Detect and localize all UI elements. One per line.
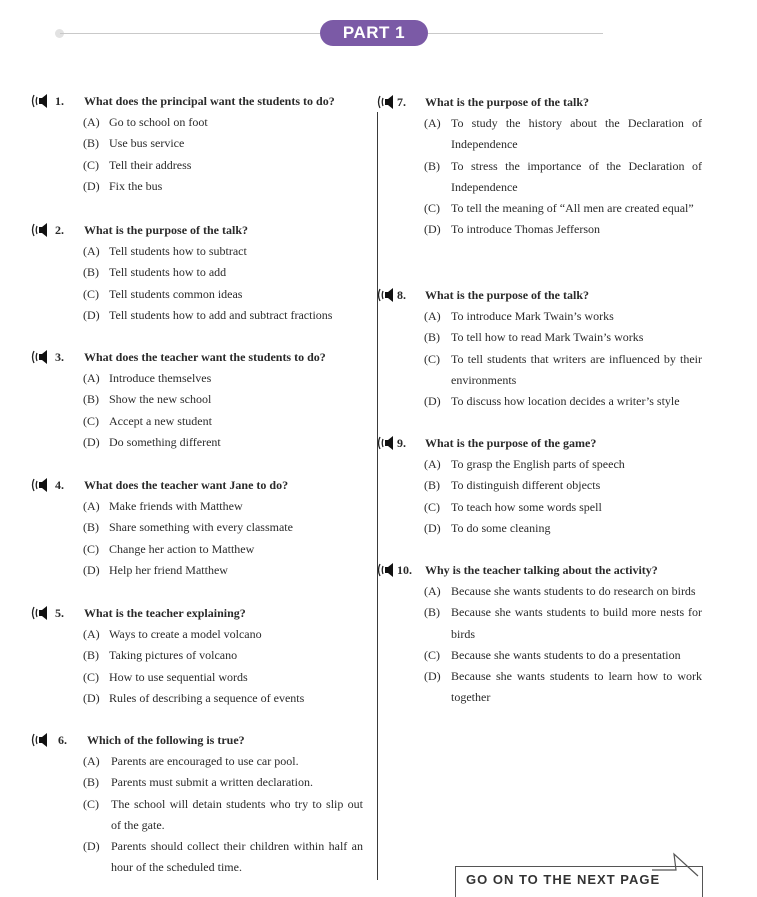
- question-stem: Why is the teacher talking about the activity?: [425, 563, 658, 577]
- question-7: [376, 92, 702, 241]
- answer-option[interactable]: [424, 518, 702, 539]
- answer-option[interactable]: [424, 156, 702, 199]
- speaker-audio-icon[interactable]: [30, 93, 48, 109]
- question-header: [376, 560, 702, 581]
- answer-options: [83, 368, 373, 453]
- option-text: To distinguish different objects: [451, 478, 601, 493]
- question-number: 9.: [397, 436, 406, 450]
- option-text: Use bus service: [109, 136, 185, 151]
- option-letter: (A): [83, 115, 100, 129]
- answer-options: [83, 751, 363, 879]
- option-letter: (C): [83, 669, 99, 684]
- option-text: To do some cleaning: [451, 520, 551, 535]
- question-stem: What does the principal want the students to do?: [84, 94, 335, 108]
- option-text: Share something with every classmate: [109, 520, 293, 535]
- option-letter: (C): [424, 351, 440, 366]
- question-header: [30, 603, 373, 624]
- speaker-audio-icon[interactable]: [376, 435, 394, 451]
- question-9: [376, 433, 702, 539]
- option-letter: (C): [424, 647, 440, 662]
- option-letter: (C): [83, 541, 99, 556]
- option-text: Introduce themselves: [109, 371, 212, 385]
- question-number: 7.: [397, 95, 406, 109]
- answer-option[interactable]: [83, 176, 373, 197]
- answer-option[interactable]: [424, 602, 702, 645]
- option-text: To tell students that writers are influenced by their environments: [451, 351, 702, 387]
- answer-option[interactable]: [424, 198, 702, 219]
- option-text: To tell the meaning of “All men are created equal”: [451, 201, 694, 216]
- question-header: [30, 91, 373, 112]
- answer-options: [424, 306, 702, 412]
- option-text: Show the new school: [109, 392, 212, 407]
- option-letter: (B): [424, 478, 440, 493]
- option-letter: (A): [424, 457, 441, 471]
- answer-options: [83, 624, 373, 709]
- speaker-audio-icon[interactable]: [30, 605, 48, 621]
- answer-option[interactable]: [83, 517, 373, 538]
- option-text: Because she wants students to do a presentation: [451, 647, 681, 662]
- option-text: To tell how to read Mark Twain’s works: [451, 330, 644, 345]
- speaker-audio-icon[interactable]: [376, 287, 394, 303]
- answer-option[interactable]: [83, 794, 363, 837]
- option-text: To grasp the English parts of speech: [451, 457, 625, 471]
- option-text: Tell their address: [109, 157, 192, 172]
- question-stem: What is the purpose of the talk?: [425, 95, 590, 109]
- speaker-audio-icon[interactable]: [30, 349, 48, 365]
- answer-option[interactable]: [83, 241, 373, 262]
- option-letter: (A): [83, 244, 100, 258]
- question-number: 2.: [55, 223, 64, 237]
- answer-option[interactable]: [424, 475, 702, 496]
- option-letter: (B): [424, 605, 440, 620]
- option-letter: (A): [83, 627, 100, 641]
- option-letter: (D): [424, 394, 441, 409]
- option-letter: (A): [424, 584, 441, 598]
- question-stem: What is the purpose of the talk?: [84, 223, 249, 237]
- answer-option[interactable]: [424, 327, 702, 348]
- speaker-audio-icon[interactable]: [30, 477, 48, 493]
- option-letter: (D): [424, 669, 441, 684]
- answer-options: [424, 581, 702, 709]
- option-letter: (C): [83, 413, 99, 428]
- answer-options: [83, 241, 373, 326]
- option-letter: (C): [83, 157, 99, 172]
- option-text: Ways to create a model volcano: [109, 627, 262, 641]
- question-number: 3.: [55, 350, 64, 364]
- option-text: Make friends with Matthew: [109, 499, 243, 513]
- option-letter: (D): [424, 222, 441, 237]
- option-text: Because she wants students to do research on birds: [451, 584, 696, 598]
- option-letter: (B): [83, 775, 99, 790]
- option-text: To discuss how location decides a writer’s style: [451, 394, 680, 409]
- question-header: [376, 285, 702, 306]
- option-text: The school will detain students who try to slip out of the gate.: [111, 796, 363, 832]
- speaker-audio-icon[interactable]: [376, 94, 394, 110]
- option-text: Change her action to Matthew: [109, 541, 255, 556]
- speaker-audio-icon[interactable]: [30, 732, 48, 748]
- answer-option[interactable]: [424, 349, 702, 392]
- answer-option[interactable]: [83, 624, 373, 645]
- option-letter: (D): [83, 562, 100, 577]
- answer-option[interactable]: [83, 496, 373, 517]
- question-header: [376, 433, 702, 454]
- option-text: Do something different: [109, 434, 221, 449]
- answer-option[interactable]: [83, 411, 373, 432]
- question-number: 1.: [55, 94, 64, 108]
- question-stem: What does the teacher want Jane to do?: [84, 478, 289, 492]
- question-header: [30, 730, 363, 751]
- answer-option[interactable]: [83, 389, 373, 410]
- question-header: [30, 347, 373, 368]
- question-number: 4.: [55, 478, 64, 492]
- question-stem: What does the teacher want the students to do?: [84, 350, 326, 364]
- question-header: [30, 475, 373, 496]
- next-page-arrow-icon: [650, 848, 700, 888]
- answer-option[interactable]: [424, 454, 702, 475]
- answer-option[interactable]: [424, 113, 702, 156]
- option-letter: (B): [83, 136, 99, 151]
- option-text: Parents must submit a written declaration.: [111, 775, 313, 790]
- answer-option[interactable]: [83, 751, 363, 772]
- option-letter: (B): [83, 520, 99, 535]
- option-text: How to use sequential words: [109, 669, 248, 684]
- option-letter: (B): [83, 648, 99, 663]
- option-letter: (A): [83, 754, 100, 768]
- option-letter: (A): [424, 309, 441, 323]
- answer-options: [424, 113, 702, 241]
- option-text: To stress the importance of the Declaration of Independence: [451, 158, 702, 194]
- question-number: 5.: [55, 606, 64, 620]
- option-letter: (A): [83, 499, 100, 513]
- question-number: 10.: [397, 563, 412, 577]
- question-10: [376, 560, 702, 709]
- option-text: Parents should collect their children within half an hour of the scheduled time.: [111, 839, 363, 875]
- question-2: [30, 220, 373, 326]
- answer-option[interactable]: [424, 645, 702, 666]
- option-letter: (C): [424, 499, 440, 514]
- option-letter: (A): [424, 116, 441, 130]
- answer-options: [424, 454, 702, 539]
- answer-option[interactable]: [83, 688, 373, 709]
- header-rule-left: [60, 33, 320, 34]
- answer-options: [83, 112, 373, 197]
- answer-option[interactable]: [83, 284, 373, 305]
- answer-option[interactable]: [83, 645, 373, 666]
- option-letter: (D): [424, 520, 441, 535]
- option-text: Tell students how to subtract: [109, 244, 247, 258]
- option-letter: (D): [83, 307, 100, 322]
- answer-option[interactable]: [83, 133, 373, 154]
- option-text: To introduce Thomas Jefferson: [451, 222, 601, 237]
- answer-option[interactable]: [424, 666, 702, 709]
- option-letter: (C): [424, 201, 440, 216]
- answer-option[interactable]: [424, 306, 702, 327]
- answer-option[interactable]: [83, 262, 373, 283]
- option-text: To study the history about the Declaration of Independence: [451, 116, 702, 152]
- option-text: Accept a new student: [109, 413, 212, 428]
- answer-option[interactable]: [424, 391, 702, 412]
- option-letter: (D): [83, 690, 100, 705]
- answer-option[interactable]: [424, 581, 702, 602]
- answer-option[interactable]: [83, 305, 373, 326]
- option-letter: (D): [83, 178, 100, 193]
- question-number: 6.: [58, 733, 67, 747]
- option-text: Parents are encouraged to use car pool.: [111, 754, 299, 768]
- answer-option[interactable]: [83, 836, 363, 879]
- option-text: Rules of describing a sequence of events: [109, 690, 305, 705]
- option-letter: (B): [83, 265, 99, 280]
- question-stem: What is the purpose of the talk?: [425, 288, 590, 302]
- question-header: [30, 220, 373, 241]
- option-text: Tell students common ideas: [109, 286, 243, 301]
- option-letter: (B): [424, 158, 440, 173]
- question-stem: What is the purpose of the game?: [425, 436, 597, 450]
- question-4: [30, 475, 373, 581]
- question-8: [376, 285, 702, 412]
- question-number: 8.: [397, 288, 406, 302]
- option-text: Because she wants students to build more nests for birds: [451, 605, 702, 641]
- next-page-label: GO ON TO THE NEXT PAGE: [466, 872, 661, 887]
- answer-option[interactable]: [83, 112, 373, 133]
- answer-option[interactable]: [83, 432, 373, 453]
- answer-option[interactable]: [83, 539, 373, 560]
- option-text: Tell students how to add: [109, 265, 227, 280]
- answer-options: [83, 496, 373, 581]
- option-text: To introduce Mark Twain’s works: [451, 309, 614, 323]
- option-text: Go to school on foot: [109, 115, 208, 129]
- option-text: Help her friend Matthew: [109, 562, 228, 577]
- question-1: [30, 91, 373, 197]
- part-title-badge: PART 1: [320, 20, 428, 46]
- option-text: Taking pictures of volcano: [109, 648, 238, 663]
- option-letter: (D): [83, 434, 100, 449]
- answer-option[interactable]: [83, 560, 373, 581]
- option-letter: (C): [83, 796, 99, 811]
- speaker-audio-icon[interactable]: [30, 222, 48, 238]
- question-stem: Which of the following is true?: [87, 733, 245, 747]
- answer-option[interactable]: [83, 368, 373, 389]
- option-text: To teach how some words spell: [451, 499, 602, 514]
- speaker-audio-icon[interactable]: [376, 562, 394, 578]
- option-letter: (B): [83, 392, 99, 407]
- header-rule-right: [428, 33, 603, 34]
- question-header: [376, 92, 702, 113]
- option-letter: (A): [83, 371, 100, 385]
- option-letter: (C): [83, 286, 99, 301]
- option-text: Because she wants students to learn how to work together: [451, 669, 702, 705]
- option-text: Tell students how to add and subtract fractions: [109, 307, 333, 322]
- option-letter: (B): [424, 330, 440, 345]
- answer-option[interactable]: [83, 155, 373, 176]
- question-3: [30, 347, 373, 453]
- answer-option[interactable]: [83, 772, 363, 793]
- question-5: [30, 603, 373, 709]
- option-letter: (D): [83, 839, 100, 854]
- question-6: [30, 730, 363, 879]
- answer-option[interactable]: [424, 219, 702, 240]
- question-stem: What is the teacher explaining?: [84, 606, 246, 620]
- option-text: Fix the bus: [109, 178, 163, 193]
- answer-option[interactable]: [424, 497, 702, 518]
- answer-option[interactable]: [83, 667, 373, 688]
